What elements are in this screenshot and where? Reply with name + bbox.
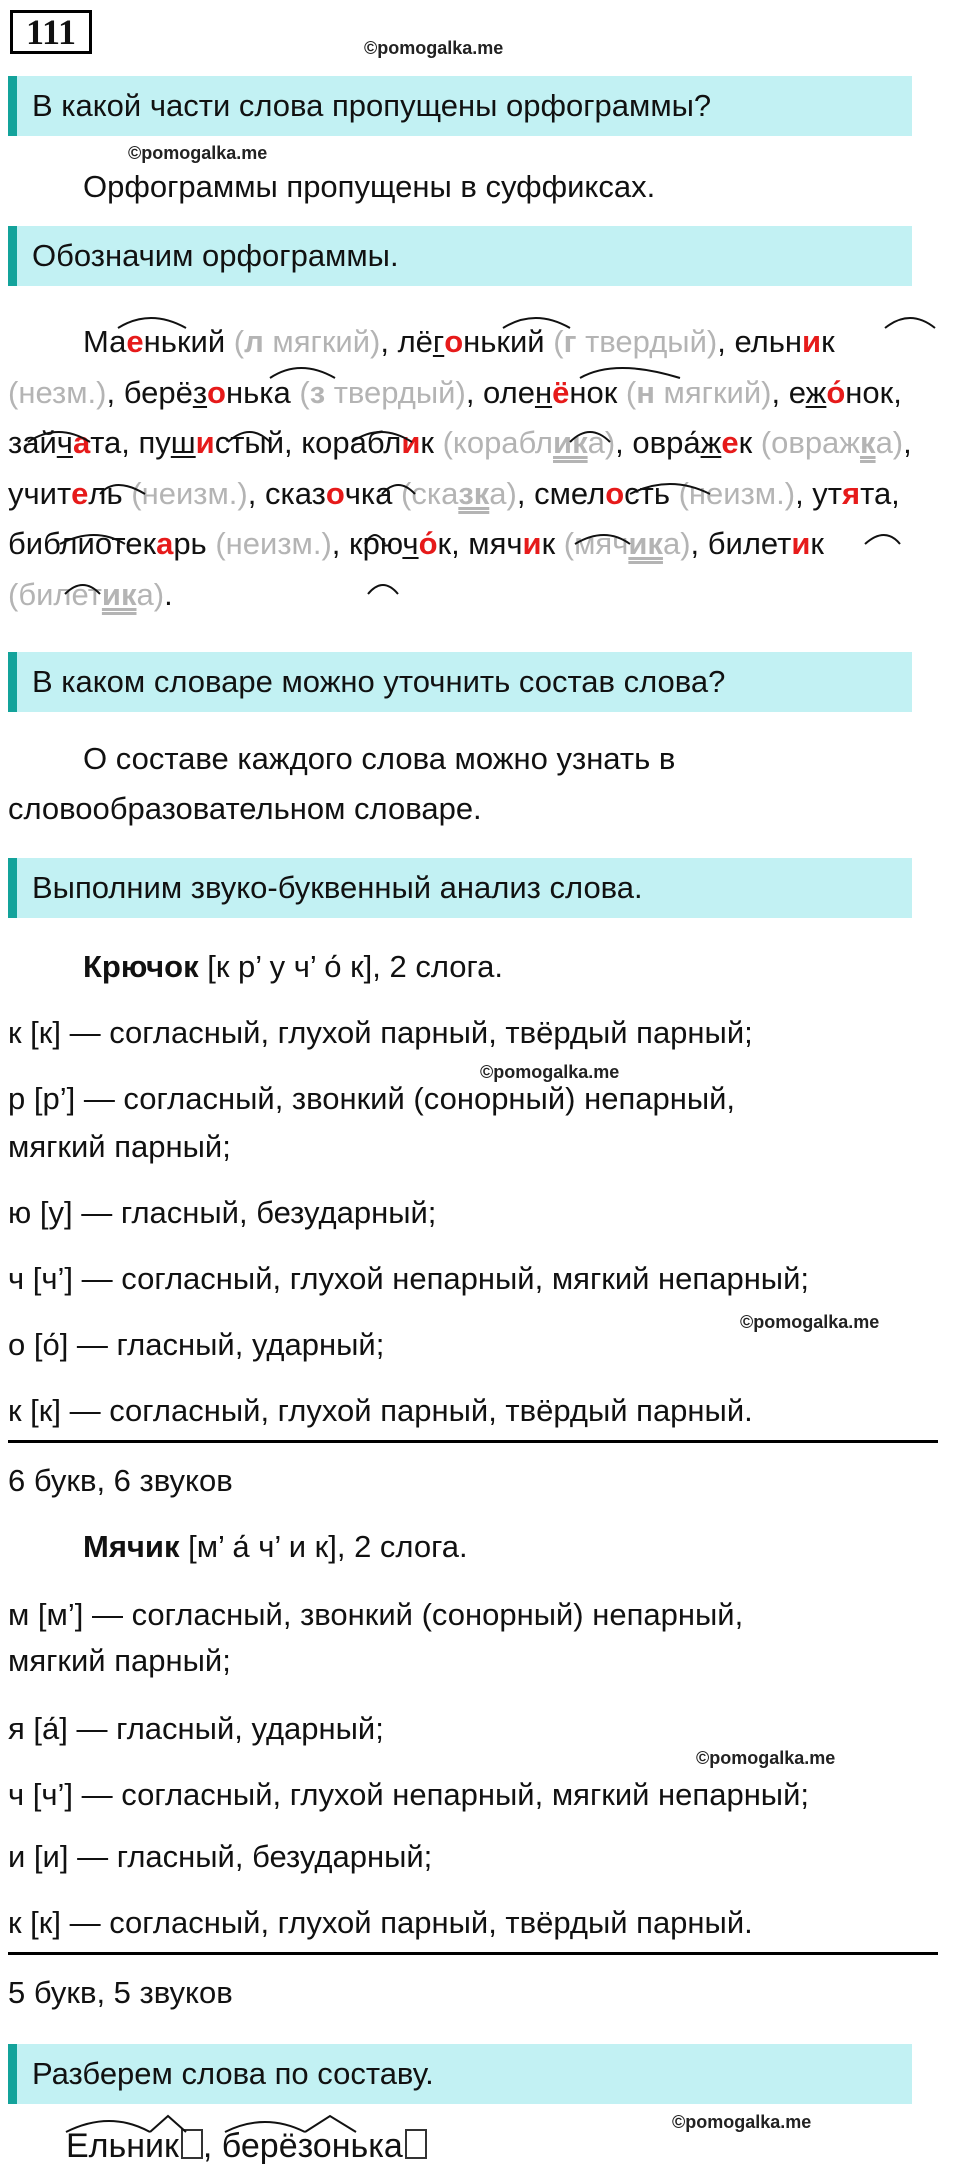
word1-sound: к [к] — согласный, глухой парный, твёрдый парный. (8, 1393, 753, 1428)
root-arc (225, 2122, 305, 2132)
watermark: ©pomogalka.me (696, 1748, 836, 1768)
word2-summary: 5 букв, 5 звуков (8, 1975, 233, 2010)
word1-transcription: [к р’ у ч’ о́ к], 2 слога. (207, 949, 503, 984)
word1-summary: 6 букв, 6 звуков (8, 1463, 233, 1498)
answer-3: О составе каждого слова можно узнать в словообразовательном словаре. (8, 741, 676, 826)
watermark: ©pomogalka.me (672, 2112, 812, 2132)
word1-sound: мягкий парный; (8, 1129, 231, 1164)
word2-sound: и [и] — гласный, безударный; (8, 1839, 433, 1874)
suffix-arc (382, 485, 415, 494)
word2-word: Мячик (83, 1529, 180, 1564)
word1-sound: к [к] — согласный, глухой парный, твёрдый парный; (8, 1015, 753, 1050)
suffix-arc (368, 585, 398, 594)
word2-sound: ч [ч’] — согласный, глухой непарный, мягкий непарный; (8, 1777, 810, 1812)
word2-sound: к [к] — согласный, глухой парный, твёрдый парный. (8, 1905, 753, 1940)
suffix-arc (118, 318, 186, 328)
word1-word: Крючок (83, 949, 199, 984)
watermark: ©pomogalka.me (740, 1312, 880, 1332)
orthogram-examples: Маенький (л мягкий), лёгонький (г твердый), ельник (незм.), берёзонька (з твердый), оленёнок (н мягкий), ежо́нок, зайчата, пушистый, кораблик (кораблика), овра́жек (овражка), учитель (неизм.), сказочка (сказка), смелость (неизм.), утята, библиотекарь (неизм.), крючо́к, мячик (мячика), билетик (билетика). (8, 324, 912, 612)
word1-sound: ю [у] — гласный, безударный; (8, 1195, 437, 1230)
suffix-arc (630, 484, 710, 494)
morpheme-word: Ельник (66, 2127, 179, 2165)
suffix-arc (352, 432, 412, 442)
title-band-4: Выполним звуко-буквенный анализ слова. (8, 858, 912, 918)
divider (8, 1952, 938, 1955)
suffix-arc (100, 485, 145, 494)
answer-1: Орфограммы пропущены в суффиксах. (83, 169, 656, 204)
word2-sound: м [м’] — согласный, звонкий (сонорный) непарный, (8, 1597, 744, 1632)
title-band-2: Обозначим орфограммы. (8, 226, 912, 286)
word1-sound: ч [ч’] — согласный, глухой непарный, мягкий непарный; (8, 1261, 810, 1296)
title-band-5: Разберем слова по составу. (8, 2044, 912, 2104)
word1-sound: о [о́] — гласный, ударный; (8, 1327, 385, 1362)
word1-sound: р [р’] — согласный, звонкий (сонорный) непарный, (8, 1081, 736, 1116)
question-band-3: В каком словаре можно уточнить состав слова? (8, 652, 912, 712)
suffix-arc (580, 368, 680, 378)
word2-transcription: [м’ а́ ч’ и к], 2 слога. (188, 1529, 468, 1564)
suffix-arc (503, 318, 570, 328)
suffix-arc (570, 432, 610, 442)
suffix-arc (575, 535, 630, 544)
suffix-arc (228, 432, 270, 442)
suffix-corner (305, 2116, 356, 2132)
exercise-number: 111 (10, 10, 92, 54)
word2-sound: я [а́] — гласный, ударный; (8, 1711, 384, 1746)
word2-heading (83, 1524, 468, 1570)
root-arc (66, 2121, 150, 2132)
word1-heading (83, 944, 503, 990)
word2-sound: мягкий парный; (8, 1643, 231, 1678)
suffix-arcs (0, 0, 960, 660)
suffix-arc (365, 535, 385, 544)
suffix-arc (28, 432, 90, 442)
suffix-arc (885, 318, 935, 328)
suffix-arc (865, 535, 900, 544)
suffix-arc (270, 368, 335, 378)
divider (8, 1440, 938, 1443)
morpheme-word: берёзонька (221, 2127, 403, 2165)
morpheme-words: Ельник , берёзонька (66, 2124, 427, 2168)
suffix-arc (60, 535, 125, 544)
suffix-arc (65, 585, 100, 594)
watermark: ©pomogalka.me (128, 143, 268, 163)
morpheme-marks (0, 2100, 420, 2140)
question-band-1: В какой части слова пропущены орфограммы? (8, 76, 912, 136)
suffix-corner (150, 2116, 186, 2132)
watermark: ©pomogalka.me (480, 1062, 620, 1082)
watermark: ©pomogalka.me (364, 38, 504, 58)
